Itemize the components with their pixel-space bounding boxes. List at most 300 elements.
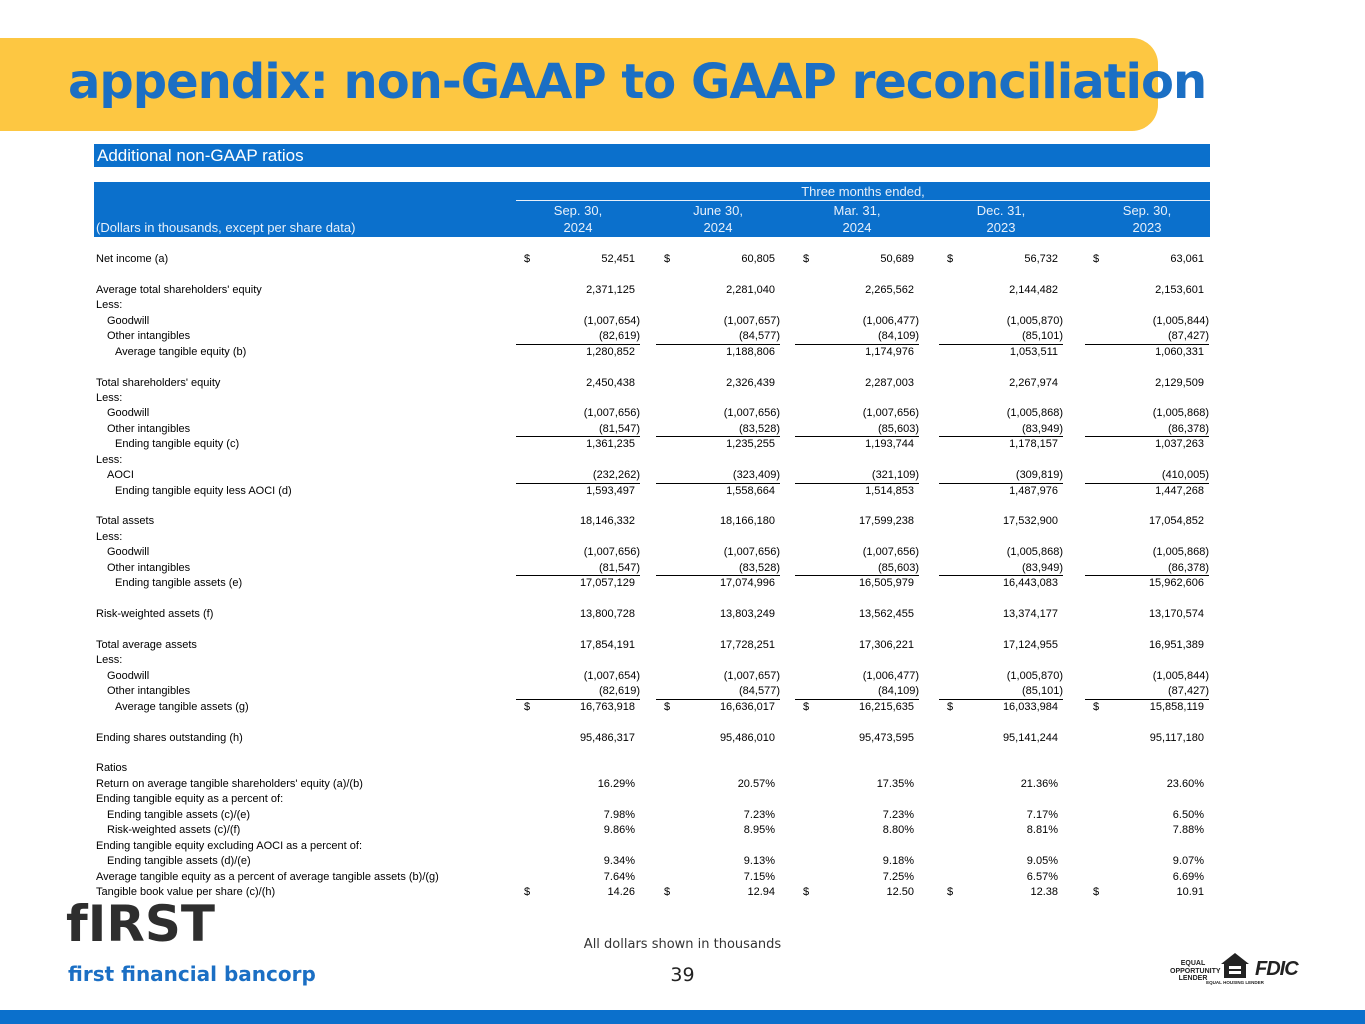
table-cell bbox=[1085, 437, 1209, 452]
row-label: Total assets bbox=[96, 515, 155, 528]
row-label: Less: bbox=[96, 453, 123, 466]
table-cell bbox=[516, 731, 640, 746]
table-cell bbox=[656, 376, 780, 391]
cell-value: 9.86% bbox=[603, 824, 635, 837]
table-cell bbox=[516, 376, 640, 391]
row-label: Average tangible assets (g) bbox=[115, 700, 249, 713]
cell-value: 2,287,003 bbox=[865, 376, 914, 389]
table-cell bbox=[1085, 669, 1209, 684]
cell-value: 1,361,235 bbox=[586, 438, 635, 451]
cell-value: (321,109) bbox=[871, 469, 919, 482]
table-cell bbox=[1085, 545, 1209, 560]
row-label: Ending tangible assets (d)/(e) bbox=[107, 855, 251, 868]
table-cell bbox=[939, 576, 1063, 591]
table-cell bbox=[516, 870, 640, 885]
row-label: Less: bbox=[96, 530, 123, 543]
table-cell bbox=[516, 437, 640, 452]
cell-value: (232,262) bbox=[592, 469, 640, 482]
equal-opportunity-badge: EQUAL OPPORTUNITY LENDER bbox=[1170, 960, 1221, 982]
cell-value: (1,005,868) bbox=[1152, 546, 1209, 559]
table-cell bbox=[1085, 422, 1209, 437]
table-cell bbox=[939, 684, 1063, 699]
dollar-sign: $ bbox=[664, 700, 671, 713]
table-cell bbox=[795, 576, 919, 591]
cell-value: 1,593,497 bbox=[586, 484, 635, 497]
table-row bbox=[94, 885, 1210, 900]
table-cell bbox=[939, 252, 1063, 267]
table-cell bbox=[516, 576, 640, 591]
table-row bbox=[94, 360, 1210, 375]
equal-housing-badge: EQUAL HOUSING LENDER bbox=[1206, 980, 1264, 985]
cell-value: 16.29% bbox=[597, 777, 635, 790]
page-number: 39 bbox=[670, 964, 695, 986]
cell-value: (1,007,656) bbox=[583, 407, 640, 420]
table-row bbox=[94, 298, 1210, 313]
cell-value: (1,007,656) bbox=[583, 546, 640, 559]
cell-value: (83,949) bbox=[1022, 422, 1063, 435]
row-label: Goodwill bbox=[107, 546, 150, 559]
cell-value: 1,037,263 bbox=[1155, 438, 1204, 451]
table-cell bbox=[939, 777, 1063, 792]
row-label: Ratios bbox=[96, 762, 128, 775]
cell-value: (85,101) bbox=[1022, 330, 1063, 343]
dollar-sign: $ bbox=[524, 885, 531, 898]
cell-value: 15,962,606 bbox=[1148, 577, 1204, 590]
table-cell bbox=[939, 885, 1063, 900]
table-cell bbox=[795, 870, 919, 885]
table-cell bbox=[939, 345, 1063, 360]
cell-value: 2,265,562 bbox=[865, 283, 914, 296]
table-cell bbox=[1085, 484, 1209, 499]
cell-value: (84,109) bbox=[878, 330, 919, 343]
table-row bbox=[94, 653, 1210, 668]
table-row bbox=[94, 514, 1210, 529]
cell-value: 95,486,317 bbox=[579, 731, 635, 744]
cell-value: 6.57% bbox=[1026, 870, 1058, 883]
table-cell bbox=[516, 885, 640, 900]
table-cell bbox=[1085, 561, 1209, 576]
cell-value: 20.57% bbox=[737, 777, 775, 790]
table-cell bbox=[795, 808, 919, 823]
table-cell bbox=[516, 329, 640, 344]
cell-value: 2,326,439 bbox=[726, 376, 775, 389]
table-row bbox=[94, 607, 1210, 622]
table-cell bbox=[1085, 700, 1209, 715]
table-cell bbox=[939, 638, 1063, 653]
cell-value: (1,005,868) bbox=[1006, 546, 1063, 559]
cell-value: 16,443,083 bbox=[1002, 577, 1058, 590]
dollar-sign: $ bbox=[803, 253, 810, 265]
slide-title: appendix: non-GAAP to GAAP reconciliation bbox=[68, 54, 1207, 110]
cell-value: (1,007,656) bbox=[723, 407, 780, 420]
table-cell bbox=[795, 252, 919, 267]
cell-value: 50,689 bbox=[880, 253, 914, 265]
table-cell bbox=[795, 283, 919, 298]
cell-value: (84,577) bbox=[739, 685, 780, 698]
row-label: Other intangibles bbox=[107, 561, 191, 574]
table-row bbox=[94, 329, 1210, 344]
cell-value: 17,599,238 bbox=[858, 515, 914, 528]
table-row bbox=[94, 406, 1210, 421]
cell-value: 18,166,180 bbox=[719, 515, 775, 528]
cell-value: 7.88% bbox=[1172, 824, 1204, 837]
cell-value: (323,409) bbox=[732, 469, 780, 482]
table-cell bbox=[939, 376, 1063, 391]
table-cell bbox=[656, 638, 780, 653]
row-label: Ending tangible equity less AOCI (d) bbox=[115, 484, 292, 497]
fdic-badge: FDIC bbox=[1255, 958, 1298, 980]
cell-value: 18,146,332 bbox=[579, 515, 635, 528]
cell-value: 1,280,852 bbox=[586, 345, 635, 358]
table-row bbox=[94, 314, 1210, 329]
table-cell bbox=[939, 607, 1063, 622]
table-cell bbox=[1085, 808, 1209, 823]
cell-value: (1,005,868) bbox=[1152, 407, 1209, 420]
cell-value: 95,117,180 bbox=[1149, 731, 1204, 744]
table-cell bbox=[1085, 731, 1209, 746]
cell-value: 1,558,664 bbox=[726, 484, 775, 497]
cell-value: 1,060,331 bbox=[1155, 345, 1204, 358]
cell-value: (85,603) bbox=[878, 422, 919, 435]
table-cell bbox=[516, 854, 640, 869]
cell-value: (83,528) bbox=[739, 561, 780, 574]
cell-value: 7.64% bbox=[603, 870, 635, 883]
cell-value: 21.36% bbox=[1020, 777, 1058, 790]
table-row bbox=[94, 777, 1210, 792]
cell-value: 16,951,389 bbox=[1148, 638, 1204, 651]
cell-value: (1,007,657) bbox=[723, 314, 780, 327]
cell-value: 16,215,635 bbox=[858, 700, 914, 713]
table-cell bbox=[656, 854, 780, 869]
cell-value: (83,949) bbox=[1022, 561, 1063, 574]
table-cell bbox=[516, 406, 640, 421]
table-cell bbox=[656, 684, 780, 699]
table-cell bbox=[516, 484, 640, 499]
table-cell bbox=[516, 808, 640, 823]
row-label: Less: bbox=[96, 654, 123, 667]
cell-value: (85,101) bbox=[1022, 685, 1063, 698]
dollar-sign: $ bbox=[803, 885, 810, 898]
cell-value: 8.95% bbox=[743, 824, 775, 837]
table-cell bbox=[1085, 468, 1209, 483]
table-row bbox=[94, 715, 1210, 730]
cell-value: (309,819) bbox=[1015, 469, 1063, 482]
table-cell bbox=[516, 545, 640, 560]
cell-value: 1,514,853 bbox=[865, 484, 914, 497]
table-cell bbox=[939, 484, 1063, 499]
section-title: Additional non-GAAP ratios bbox=[94, 144, 1210, 167]
table-cell bbox=[516, 422, 640, 437]
table-cell bbox=[1085, 345, 1209, 360]
table-cell bbox=[516, 638, 640, 653]
row-label: Goodwill bbox=[107, 314, 150, 327]
table-cell bbox=[795, 437, 919, 452]
table-row bbox=[94, 823, 1210, 838]
table-row bbox=[94, 839, 1210, 854]
table-cell bbox=[939, 731, 1063, 746]
cell-value: (1,007,656) bbox=[862, 407, 919, 420]
cell-value: 6.50% bbox=[1172, 808, 1204, 821]
cell-value: (86,378) bbox=[1168, 422, 1209, 435]
table-cell bbox=[939, 823, 1063, 838]
table-cell bbox=[795, 854, 919, 869]
row-label: Goodwill bbox=[107, 407, 150, 420]
table-cell bbox=[1085, 638, 1209, 653]
dollar-sign: $ bbox=[947, 885, 954, 898]
cell-value: 17,854,191 bbox=[579, 638, 635, 651]
cell-value: 12.94 bbox=[747, 885, 775, 898]
cell-value: 1,178,157 bbox=[1009, 438, 1058, 451]
row-label: Goodwill bbox=[107, 669, 150, 682]
cell-value: 7.15% bbox=[743, 870, 775, 883]
cell-value: 13,374,177 bbox=[1002, 608, 1058, 621]
table-cell bbox=[795, 777, 919, 792]
table-cell bbox=[1085, 283, 1209, 298]
cell-value: 1,487,976 bbox=[1009, 484, 1058, 497]
cell-value: 2,129,509 bbox=[1155, 376, 1204, 389]
table-cell bbox=[795, 669, 919, 684]
cell-value: 13,800,728 bbox=[579, 608, 635, 621]
table-row bbox=[94, 700, 1210, 715]
cell-value: 17,057,129 bbox=[579, 577, 635, 590]
table-cell bbox=[939, 870, 1063, 885]
table-row bbox=[94, 669, 1210, 684]
cell-value: 8.81% bbox=[1026, 824, 1058, 837]
table-row bbox=[94, 792, 1210, 807]
row-label: Other intangibles bbox=[107, 685, 191, 698]
group-header: Three months ended, bbox=[801, 184, 925, 199]
row-label: Return on average tangible shareholders' equity (a)/(b) bbox=[96, 777, 363, 790]
table-row bbox=[94, 484, 1210, 499]
row-label: Average tangible equity (b) bbox=[115, 345, 247, 358]
table-row bbox=[94, 453, 1210, 468]
cell-value: 17,532,900 bbox=[1002, 515, 1058, 528]
table-cell bbox=[656, 314, 780, 329]
column-header: Mar. 31, 2024 bbox=[833, 203, 881, 235]
table-row bbox=[94, 283, 1210, 298]
table-row bbox=[94, 854, 1210, 869]
table-cell bbox=[656, 283, 780, 298]
table-cell bbox=[656, 731, 780, 746]
table-cell bbox=[1085, 406, 1209, 421]
cell-value: 7.23% bbox=[743, 808, 775, 821]
cell-value: 52,451 bbox=[601, 253, 635, 265]
table-cell bbox=[795, 561, 919, 576]
table-cell bbox=[656, 885, 780, 900]
table-row bbox=[94, 684, 1210, 699]
row-label: Less: bbox=[96, 299, 123, 312]
cell-value: (1,007,654) bbox=[583, 669, 640, 682]
cell-value: 10.91 bbox=[1176, 885, 1204, 898]
table-cell bbox=[656, 329, 780, 344]
table-row bbox=[94, 437, 1210, 452]
table-cell bbox=[516, 684, 640, 699]
table-cell bbox=[795, 484, 919, 499]
cell-value: 56,732 bbox=[1024, 253, 1058, 265]
column-header: Sep. 30, 2024 bbox=[553, 203, 603, 235]
table-row bbox=[94, 345, 1210, 360]
table-row bbox=[94, 746, 1210, 761]
cell-value: (1,007,656) bbox=[723, 546, 780, 559]
company-logo-mark: fIRST bbox=[66, 895, 215, 953]
row-label: Ending tangible equity (c) bbox=[115, 438, 240, 451]
table-cell bbox=[516, 700, 640, 715]
equal-housing-icon bbox=[1206, 952, 1264, 988]
column-header: Dec. 31, 2023 bbox=[976, 203, 1026, 235]
cell-value: 2,281,040 bbox=[726, 283, 775, 296]
row-label: AOCI bbox=[107, 469, 134, 482]
cell-value: (1,005,870) bbox=[1006, 669, 1063, 682]
cell-value: 15,858,119 bbox=[1149, 700, 1204, 713]
table-cell bbox=[795, 823, 919, 838]
row-label: Ending shares outstanding (h) bbox=[96, 731, 243, 744]
cell-value: 7.23% bbox=[882, 808, 914, 821]
dollar-sign: $ bbox=[524, 253, 531, 265]
table-row bbox=[94, 252, 1210, 267]
reconciliation-table bbox=[94, 252, 1210, 900]
table-cell bbox=[795, 314, 919, 329]
cell-value: 1,235,255 bbox=[726, 438, 775, 451]
dollar-sign: $ bbox=[1093, 700, 1100, 713]
company-logo-name: first financial bancorp bbox=[68, 962, 316, 986]
cell-value: 14.26 bbox=[607, 885, 635, 898]
cell-value: 2,267,974 bbox=[1009, 376, 1058, 389]
row-label: Ending tangible assets (c)/(e) bbox=[107, 808, 251, 821]
table-cell bbox=[1085, 870, 1209, 885]
units-label: (Dollars in thousands, except per share data) bbox=[96, 220, 356, 235]
table-row bbox=[94, 267, 1210, 282]
table-row bbox=[94, 870, 1210, 885]
cell-value: 9.07% bbox=[1172, 855, 1204, 868]
table-cell bbox=[939, 545, 1063, 560]
table-cell bbox=[795, 684, 919, 699]
cell-value: 8.80% bbox=[882, 824, 914, 837]
table-cell bbox=[939, 669, 1063, 684]
cell-value: (1,006,477) bbox=[862, 669, 919, 682]
cell-value: (82,619) bbox=[599, 685, 640, 698]
table-cell bbox=[795, 406, 919, 421]
table-cell bbox=[939, 808, 1063, 823]
cell-value: 13,170,574 bbox=[1148, 608, 1204, 621]
cell-value: 1,053,511 bbox=[1009, 345, 1058, 358]
table-cell bbox=[656, 823, 780, 838]
row-label: Other intangibles bbox=[107, 330, 191, 343]
table-cell bbox=[939, 514, 1063, 529]
table-cell bbox=[1085, 854, 1209, 869]
table-cell bbox=[795, 607, 919, 622]
footer-bar bbox=[0, 1010, 1365, 1024]
table-cell bbox=[656, 345, 780, 360]
dollar-sign: $ bbox=[1093, 253, 1100, 265]
table-cell bbox=[516, 252, 640, 267]
cell-value: (1,005,868) bbox=[1006, 407, 1063, 420]
table-cell bbox=[516, 777, 640, 792]
cell-value: 17,074,996 bbox=[719, 577, 775, 590]
column-header: Sep. 30, 2023 bbox=[1122, 203, 1172, 235]
row-label: Net income (a) bbox=[96, 253, 169, 265]
cell-value: 1,188,806 bbox=[726, 345, 775, 358]
cell-value: (87,427) bbox=[1168, 330, 1209, 343]
table-row bbox=[94, 761, 1210, 776]
cell-value: (1,007,657) bbox=[723, 669, 780, 682]
table-cell bbox=[1085, 823, 1209, 838]
table-row bbox=[94, 530, 1210, 545]
row-label: Risk-weighted assets (c)/(f) bbox=[107, 824, 241, 837]
cell-value: 13,562,455 bbox=[858, 608, 914, 621]
footnote: All dollars shown in thousands bbox=[583, 937, 782, 952]
table-row bbox=[94, 576, 1210, 591]
column-header: June 30, 2024 bbox=[693, 203, 743, 235]
table-cell bbox=[939, 283, 1063, 298]
cell-value: 7.25% bbox=[882, 870, 914, 883]
cell-value: 2,153,601 bbox=[1155, 283, 1204, 296]
cell-value: (82,619) bbox=[599, 330, 640, 343]
table-cell bbox=[939, 468, 1063, 483]
cell-value: 17,124,955 bbox=[1002, 638, 1058, 651]
table-cell bbox=[656, 468, 780, 483]
table-cell bbox=[656, 669, 780, 684]
cell-value: (86,378) bbox=[1168, 561, 1209, 574]
cell-value: 9.18% bbox=[882, 855, 914, 868]
table-cell bbox=[1085, 329, 1209, 344]
table-cell bbox=[939, 314, 1063, 329]
table-cell bbox=[656, 484, 780, 499]
table-cell bbox=[656, 607, 780, 622]
dollar-sign: $ bbox=[803, 700, 810, 713]
table-cell bbox=[656, 437, 780, 452]
table-cell bbox=[795, 514, 919, 529]
row-label: Average tangible equity as a percent of average tangible assets (b)/(g) bbox=[96, 870, 439, 883]
table-cell bbox=[795, 422, 919, 437]
table-cell bbox=[939, 561, 1063, 576]
table-cell bbox=[516, 607, 640, 622]
cell-value: 95,141,244 bbox=[1002, 731, 1058, 744]
cell-value: 6.69% bbox=[1172, 870, 1204, 883]
table-row bbox=[94, 422, 1210, 437]
row-label: Risk-weighted assets (f) bbox=[96, 608, 214, 621]
table-cell bbox=[939, 329, 1063, 344]
cell-value: 60,805 bbox=[741, 253, 775, 265]
table-cell bbox=[516, 314, 640, 329]
dollar-sign: $ bbox=[664, 253, 671, 265]
cell-value: (1,005,844) bbox=[1152, 669, 1209, 682]
table-cell bbox=[656, 700, 780, 715]
table-cell bbox=[795, 376, 919, 391]
cell-value: 12.50 bbox=[886, 885, 914, 898]
table-cell bbox=[795, 345, 919, 360]
table-cell bbox=[939, 700, 1063, 715]
cell-value: (84,109) bbox=[878, 685, 919, 698]
table-cell bbox=[516, 283, 640, 298]
cell-value: 16,505,979 bbox=[858, 577, 914, 590]
table-header bbox=[94, 182, 1210, 237]
cell-value: 63,061 bbox=[1170, 253, 1204, 265]
cell-value: 13,803,249 bbox=[719, 608, 775, 621]
cell-value: (84,577) bbox=[739, 330, 780, 343]
table-cell bbox=[1085, 777, 1209, 792]
table-row bbox=[94, 499, 1210, 514]
cell-value: (1,007,654) bbox=[583, 314, 640, 327]
cell-value: 17,054,852 bbox=[1148, 515, 1204, 528]
cell-value: 9.13% bbox=[743, 855, 775, 868]
cell-value: 9.05% bbox=[1026, 855, 1058, 868]
table-cell bbox=[656, 514, 780, 529]
cell-value: 7.17% bbox=[1026, 808, 1058, 821]
cell-value: 9.34% bbox=[603, 855, 635, 868]
cell-value: (1,005,844) bbox=[1152, 314, 1209, 327]
cell-value: (81,547) bbox=[599, 422, 640, 435]
cell-value: (83,528) bbox=[739, 422, 780, 435]
